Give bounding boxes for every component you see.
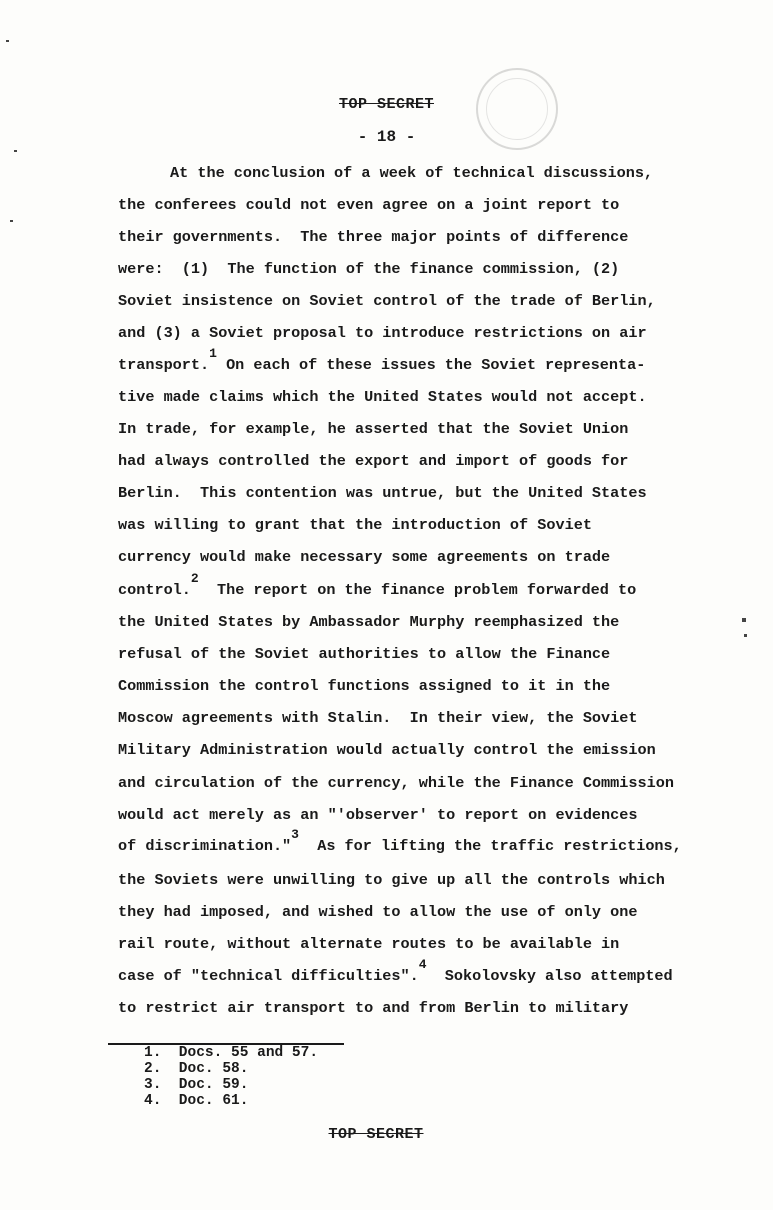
scan-speck: [6, 40, 9, 42]
body-line: and (3) a Soviet proposal to introduce restrictions on air: [118, 324, 647, 342]
scan-speck: [744, 634, 747, 637]
body-line: [118, 957, 673, 986]
footnote: 3. Doc. 59.: [144, 1077, 249, 1093]
body-line: would act merely as an "'observer' to report on evidences: [118, 806, 638, 824]
body-line: had always controlled the export and import of goods for: [118, 452, 629, 470]
body-line: the Soviets were unwilling to give up all the controls which: [118, 871, 665, 889]
body-line: [118, 346, 646, 375]
footnote: 1. Docs. 55 and 57.: [144, 1045, 319, 1061]
footnote-ref: 1: [209, 346, 217, 361]
body-line: were: (1) The function of the finance commission, (2): [118, 260, 620, 278]
footnote: 2. Doc. 58.: [144, 1061, 249, 1077]
page-number: - 18 -: [357, 128, 416, 146]
body-line: tive made claims which the United States would not accept.: [118, 388, 647, 406]
body-line: Soviet insistence on Soviet control of the trade of Berlin,: [118, 292, 656, 310]
footnote: 4. Doc. 61.: [144, 1093, 249, 1109]
body-line: [118, 571, 637, 600]
scan-speck: [10, 220, 13, 222]
body-line: and circulation of the currency, while the Finance Commission: [118, 774, 674, 792]
body-line: to restrict air transport to and from Berlin to military: [118, 999, 629, 1017]
footnote-ref: 2: [190, 571, 199, 586]
body-line: At the conclusion of a week of technical discussions,: [170, 164, 654, 182]
body-text: case of "technical difficulties".: [118, 967, 419, 985]
body-line: currency would make necessary some agreements on trade: [118, 548, 611, 566]
body-text: transport.: [118, 356, 210, 374]
body-line: In trade, for example, he asserted that the Soviet Union: [118, 420, 629, 438]
body-line: Berlin. This contention was untrue, but the United States: [118, 484, 647, 502]
body-text: of discrimination.": [118, 837, 292, 855]
body-line: rail route, without alternate routes to be available in: [118, 935, 620, 953]
body-text: The report on the finance problem forwarded to: [198, 581, 637, 599]
body-text: As for lifting the traffic restrictions,: [298, 837, 682, 855]
body-line: their governments. The three major points of difference: [118, 228, 629, 246]
body-line: was willing to grant that the introduction of Soviet: [118, 516, 592, 534]
footnote-ref: 4: [418, 957, 427, 972]
body-line: [118, 827, 682, 856]
body-line: Moscow agreements with Stalin. In their view, the Soviet: [118, 709, 638, 727]
body-text: On each of these issues the Soviet representa-: [216, 356, 646, 374]
body-line: Commission the control functions assigned to it in the: [118, 677, 611, 695]
body-line: Military Administration would actually control the emission: [118, 741, 656, 759]
body-line: refusal of the Soviet authorities to allow the Finance: [118, 645, 611, 663]
body-text: Sokolovsky also attempted: [426, 967, 673, 985]
body-line: the United States by Ambassador Murphy reemphasized the: [118, 613, 620, 631]
body-line: the conferees could not even agree on a joint report to: [118, 196, 620, 214]
body-line: they had imposed, and wished to allow the use of only one: [118, 903, 638, 921]
header-classification: TOP SECRET: [338, 96, 434, 113]
body-text: control.: [118, 581, 191, 599]
scan-speck: [14, 150, 17, 152]
scan-speck: [742, 618, 746, 622]
footer-classification: TOP SECRET: [328, 1126, 424, 1143]
footnote-ref: 3: [291, 827, 299, 842]
